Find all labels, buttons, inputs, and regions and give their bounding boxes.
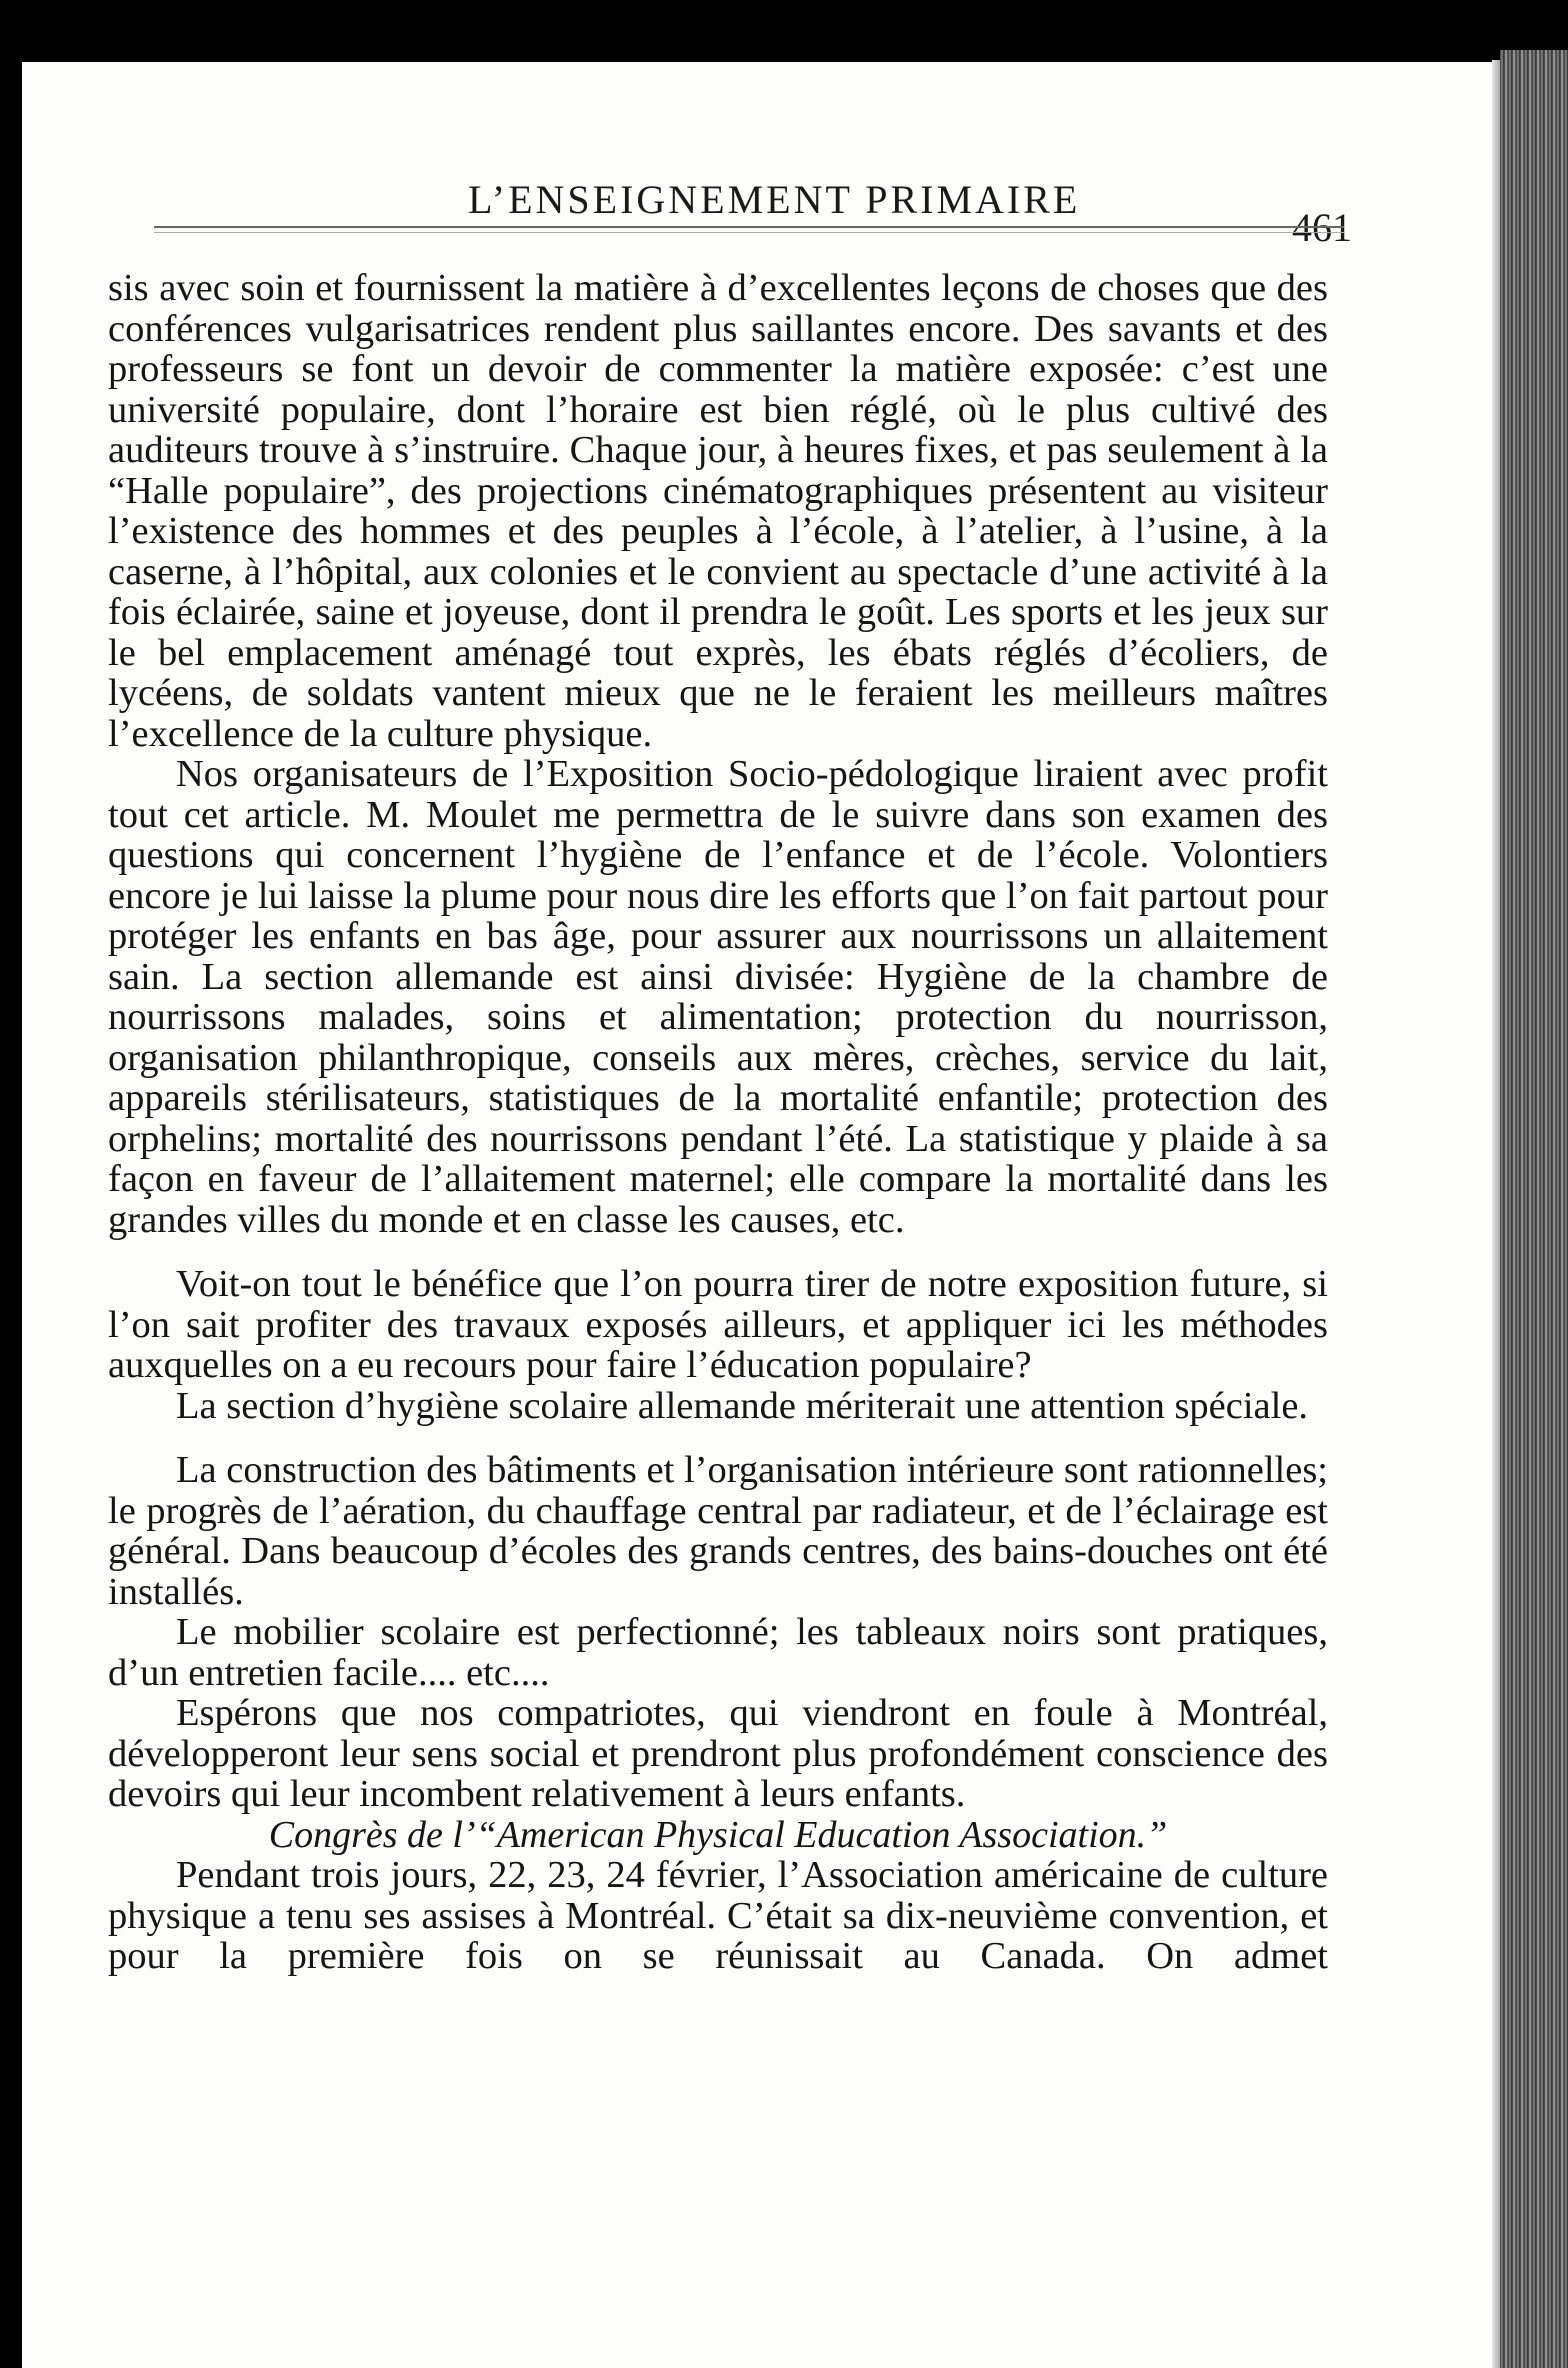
body-text: [108, 268, 1328, 1977]
running-title: L’ENSEIGNEMENT PRIMAIRE: [468, 177, 1081, 222]
paragraph: Pendant trois jours, 22, 23, 24 février, l’Association américaine de culture physique a tenu ses assises à Montréal. C’était sa dix-neuvième convention, et pour la première fois on se réunissait au Canada. On admet: [108, 1854, 1328, 1977]
paragraph: Le mobilier scolaire est perfectionné; les tableaux noirs sont pratiques, d’un entretien facile.... etc....: [108, 1611, 1328, 1694]
paragraph: Nos organisateurs de l’Exposition Socio-pédologique liraient avec profit tout cet article. M. Moulet me permettra de le suivre dans son examen des questions qui concernent l’hygiène de l’enfance et de l’école. Volontiers encore je lui laisse la plume pour nous dire les efforts que l’on fait partout pour protéger les enfants en bas âge, pour assurer aux nourrissons un allaitement sain. La section allemande est ainsi divisée: Hygiène de la chambre de nourrissons malades, soins et alimentation; protection du nourrisson, organisation philanthropique, conseils aux mères, crèches, service du lait, appareils stérilisateurs, statistiques de la mortalité enfantile; protection des orphelins; mortalité des nourrissons pendant l’été. La statistique y plaide à sa façon en faveur de l’allaitement maternel; elle compare la mortalité dans les grandes villes du monde et en classe les causes, etc.: [108, 753, 1328, 1241]
header-rule-thin: [154, 232, 1344, 233]
book-edge: [1500, 50, 1568, 2368]
paragraph: La construction des bâtiments et l’organisation intérieure sont rationnelles; le progrès de l’aération, du chauffage central par radiateur, et de l’éclairage est général. Dans beaucoup d’écoles des grands centres, des bains-douches ont été installés.: [108, 1449, 1328, 1613]
page-number: 461: [1292, 205, 1352, 250]
paragraph: Voit-on tout le bénéfice que l’on pourra tirer de notre exposition future, si l’on sait profiter des travaux exposés ailleurs, et appliquer ici les méthodes auxquelles on a eu recours pour faire l’éducation populaire?: [108, 1263, 1328, 1386]
paragraph: sis avec soin et fournissent la matière à d’excellentes leçons de choses que des conférences vulgarisatrices rendent plus saillantes encore. Des savants et des professeurs se font un devoir de commenter la matière exposée: c’est une université populaire, dont l’horaire est bien réglé, où le plus cultivé des auditeurs trouve à s’instruire. Chaque jour, à heures fixes, et pas seulement à la “Halle populaire”, des projections cinématographiques présentent au visiteur l’existence des hommes et des peuples à l’école, à l’atelier, à l’usine, à la caserne, à l’hôpital, aux colonies et le convient au spectacle d’une activité à la fois éclairée, saine et joyeuse, dont il prendra le goût. Les sports et les jeux sur le bel emplacement aménagé tout exprès, les ébats réglés d’écoliers, de lycéens, de soldats vantent mieux que ne le feraient les meilleurs maîtres l’excellence de la culture physique.: [108, 267, 1328, 755]
section-heading: Congrès de l’“American Physical Education Association.”: [268, 1813, 1168, 1856]
paragraph: Espérons que nos compatriotes, qui viendront en foule à Montréal, développeront leur sens social et prendront plus profondément conscience des devoirs qui leur incombent relativement à leurs enfants.: [108, 1692, 1328, 1815]
header-rule: [154, 226, 1344, 228]
paragraph: La section d’hygiène scolaire allemande mériterait une attention spéciale.: [176, 1384, 1309, 1427]
